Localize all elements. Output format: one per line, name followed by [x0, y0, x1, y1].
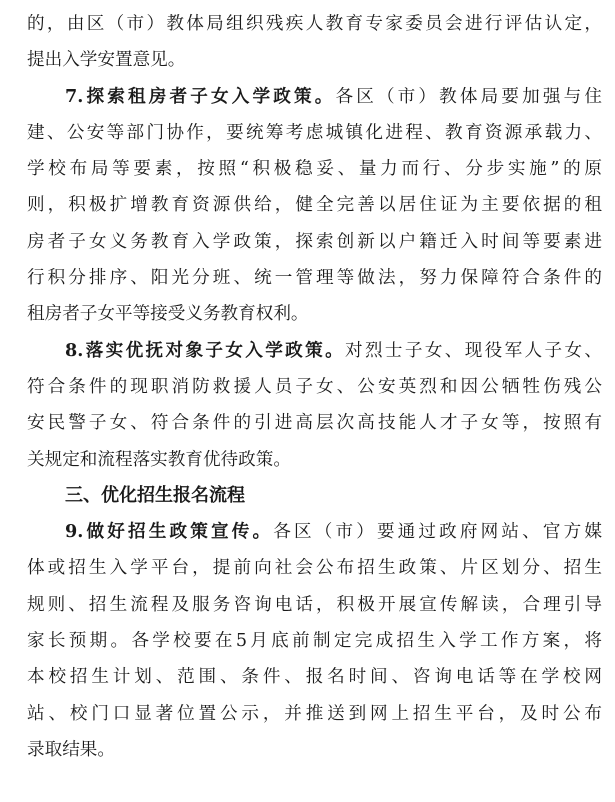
paragraph-line: 家长预期。各学校要在5月底前制定完成招生入学工作方案，将	[27, 631, 602, 652]
item-7-first-line	[27, 79, 602, 115]
item-7-text: 各区（市）教体局要加强与住	[335, 86, 602, 107]
paragraph-line: 学校布局等要素，按照“积极稳妥、量力而行、分步实施”的原	[27, 159, 602, 180]
paragraph-line: 建、公安等部门协作，要统筹考虑城镇化进程、教育资源承载力、	[27, 122, 602, 143]
paragraph-line: 站、校门口显著位置公示，并推送到网上招生平台，及时公布	[27, 703, 602, 724]
item-8-first-line	[27, 333, 602, 369]
section-heading: 三、优化招生报名流程	[65, 484, 245, 506]
paragraph-line: 体或招生入学平台，提前向社会公布招生政策、片区划分、招生	[27, 558, 602, 579]
paragraph-line: 租房者子女平等接受义务教育权利。	[27, 304, 309, 325]
item-9-first-line	[27, 514, 602, 550]
paragraph-line: 符合条件的现职消防救援人员子女、公安英烈和因公牺牲伤残公	[27, 376, 602, 397]
paragraph-line: 房者子女义务教育入学政策，探索创新以户籍迁入时间等要素进	[27, 231, 602, 252]
paragraph-line: 安民警子女、符合条件的引进高层次高技能人才子女等，按照有	[27, 413, 602, 434]
item-8-text: 对烈士子女、现役军人子女、	[345, 340, 602, 361]
paragraph-line: 录取结果。	[27, 739, 115, 760]
item-9-text: 各区（市）要通过政府网站、官方媒	[273, 522, 602, 543]
paragraph-line: 行积分排序、阳光分班、统一管理等做法，努力保障符合条件的	[27, 268, 602, 289]
paragraph-line: 规则、招生流程及服务咨询电话，积极开展宣传解读，合理引导	[27, 594, 602, 615]
paragraph-line: 则，积极扩增教育资源供给，健全完善以居住证为主要依据的租	[27, 195, 602, 216]
item-8-title: 8.落实优抚对象子女入学政策。	[65, 339, 346, 361]
paragraph-line: 的，由区（市）教体局组织残疾人教育专家委员会进行评估认定，	[27, 14, 602, 34]
item-9-title: 9.做好招生政策宣传。	[65, 521, 274, 543]
item-7-title: 7.探索租房者子女入学政策。	[65, 85, 336, 107]
paragraph-line: 提出入学安置意见。	[27, 50, 186, 71]
paragraph-line: 关规定和流程落实教育优待政策。	[27, 449, 291, 470]
paragraph-line: 本校招生计划、范围、条件、报名时间、咨询电话等在学校网	[27, 667, 602, 688]
